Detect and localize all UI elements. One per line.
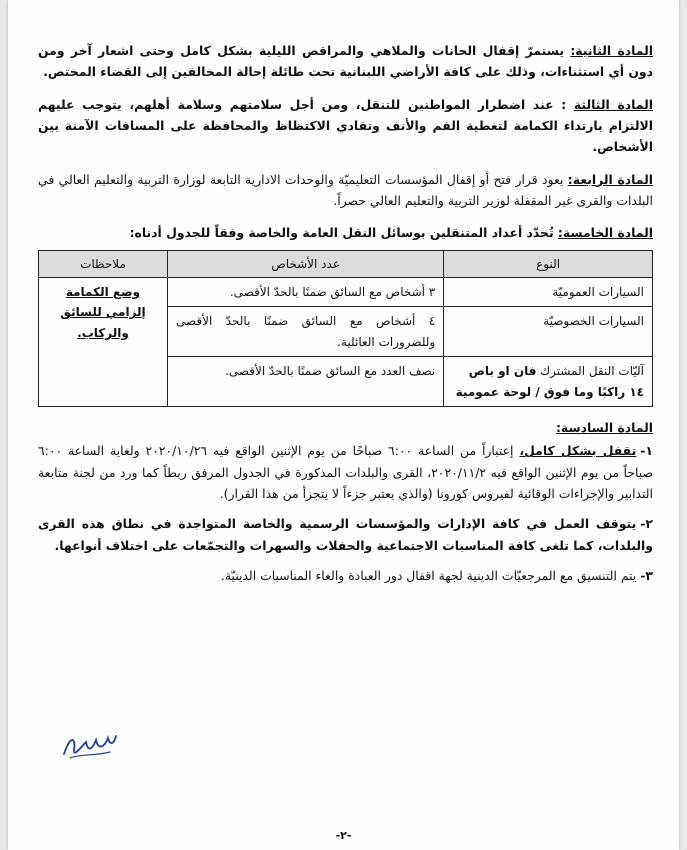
item-3-number: ٣- (640, 567, 653, 583)
item-1-number: ١- (640, 443, 653, 459)
notes-cell (39, 278, 168, 407)
document-body (38, 40, 653, 595)
row-3-count: نصف العدد مع السائق ضمنًا بالحدّ الأقصى. (167, 357, 443, 407)
passenger-limits-table (38, 250, 653, 407)
item-1-text: إعتباراً من الساعة ٦:٠٠ صباحًا من يوم الإثنين الواقع فيه ٢٠٢٠/١٠/٢٦ ولغاية الساعة ٦:٠٠ صباحاً من يوم الإثنين الواقع فيه ٢٠٢٠/١١/٢، القرى والبلدات المذكورة في الجدول المرفق ربطاً كما ورد من لجنة متابعة التدابير والإجراءات الوقائية لفيروس كورونا (والذي يعتبر جزءاً لا يتجزأ من هذا القرار). (38, 443, 654, 501)
article-3-text: : عند اضطرار المواطنين للتنقل، ومن أجل سلامتهم وسلامة أهلهم، يتوجب عليهم الالتزام بارتداء الكمامة لتغطية الفم والأنف وتفادي الاكتظاظ والمحافظة على المسافات الآمنة بين الأشخاص. (38, 96, 653, 155)
table-row (39, 278, 653, 307)
item-3-text: يتم التنسيق مع المرجعيّات الدينية لجهة اقفال دور العبادة والغاء المناسبات الدينيّة. (220, 567, 637, 583)
article-5-text: تُحدّد أعداد المتنقلين بوسائل النقل العامة والخاصة وفقاً للجدول أدناه: (129, 225, 558, 241)
header-notes: ملاحظات (39, 250, 168, 277)
list-item (38, 513, 653, 556)
table-header-row (39, 250, 653, 277)
article-2 (38, 40, 653, 83)
article-4-label: المادة الرابعة: (567, 171, 653, 187)
row-2-count: ٤ أشخاص مع السائق ضمنًا بالحدّ الأقصى وللضرورات العائلية. (167, 307, 443, 357)
row-2-type: السيارات الخصوصيّة (444, 307, 653, 357)
row-3-type-bold: فان او باص ١٤ راكبًا وما فوق / لوحة عمومية (455, 364, 644, 399)
article-6-heading (38, 417, 653, 438)
article-2-label: المادة الثانية: (570, 43, 653, 58)
header-type: النوع (444, 250, 653, 277)
page-number: -٢- (335, 829, 352, 842)
row-1-count: ٣ أشخاص مع السائق ضمنًا بالحدّ الأقصى. (167, 278, 443, 307)
item-2-number: ٢- (640, 516, 653, 532)
article-3 (38, 94, 653, 158)
handwritten-signature (60, 728, 118, 762)
article-3-label: المادة الثالثة (573, 96, 653, 112)
article-4-text: يعود قرار فتح أو إقفال المؤسسات التعليميّة والوحدات الادارية التابعة لوزارة التربية والتعليم العالي في البلدات والقرى غير المقفلة لوزير التربية والتعليم العالي حصراً. (38, 171, 653, 208)
item-1-lead: تقفل بشكل كامل، (519, 443, 637, 459)
article-6-label: المادة السادسة: (555, 419, 653, 435)
article-5-label: المادة الخامسة: (557, 225, 653, 241)
article-2-text: يستمرّ إقفال الحانات والملاهي والمراقص الليلية بشكل كامل وحتى اشعار آخر ومن دون أي استثناءات، وذلك على كافة الأراضي اللبنانية تحت طائلة إحالة المخالفين إلى القضاء المختص. (38, 43, 653, 80)
article-5 (38, 222, 653, 243)
header-count: عدد الأشخاص (167, 250, 443, 277)
notes-text: وضع الكمامة إلزامي للسائق والركاب. (60, 285, 146, 340)
row-3-type (444, 357, 653, 407)
row-3-type-prefix: آليّات النقل المشترك (536, 364, 644, 379)
article-6-list (38, 440, 653, 586)
document-page (8, 0, 679, 850)
list-item (38, 565, 653, 586)
row-1-type: السيارات العموميّة (444, 278, 653, 307)
list-item (38, 440, 653, 504)
item-2-text: يتوقف العمل في كافة الإدارات والمؤسسات الرسمية والخاصة المتواجدة في نطاق هذه القرى والبلدات، كما تلغى كافة المناسبات الاجتماعية والحفلات والسهرات والتجمّعات على اختلاف أنواعها. (38, 516, 653, 553)
article-4 (38, 169, 653, 212)
